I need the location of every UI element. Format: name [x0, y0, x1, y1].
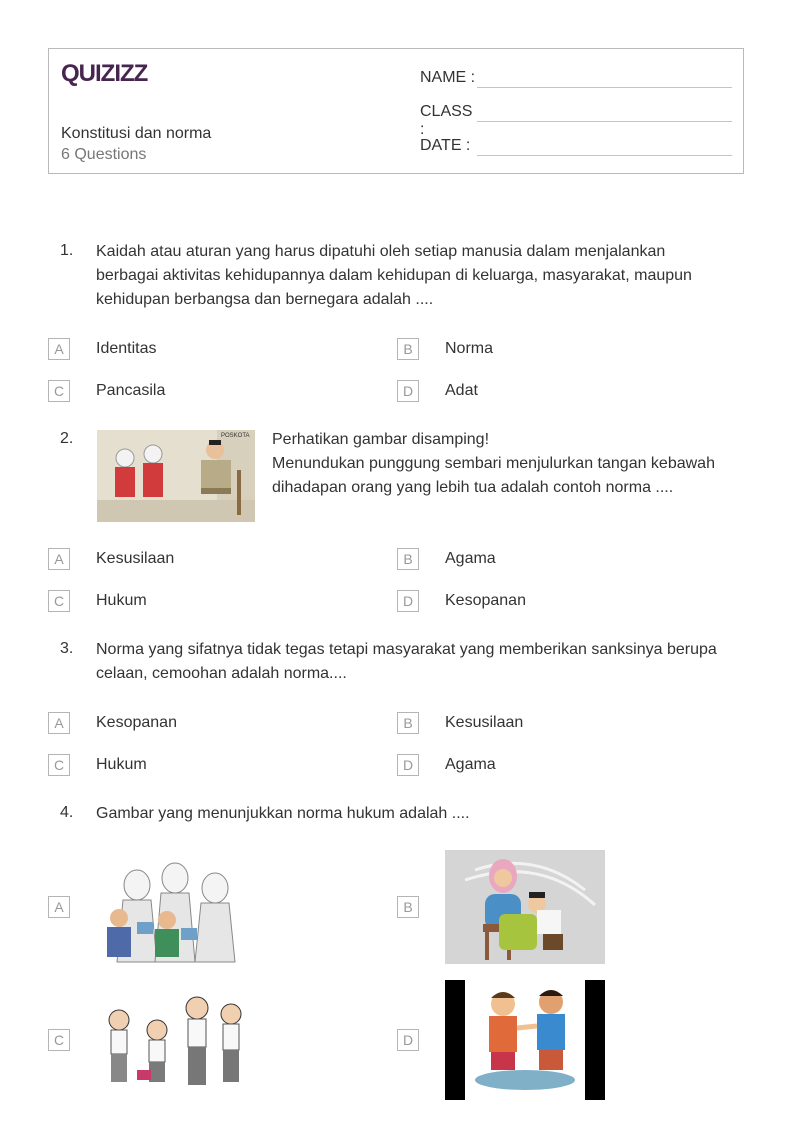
option-letter[interactable]: D [397, 754, 419, 776]
option-letter[interactable]: C [48, 380, 70, 402]
option-letter[interactable]: A [48, 338, 70, 360]
name-line[interactable] [477, 87, 732, 88]
question-text: Kaidah atau aturan yang harus dipatuhi oleh setiap manusia dalam menjalankan berbagai aktivitas kehidupannya dalam kehidupan di keluarga, masyarakat, maupun kehidupan berbangsa dan bernegara adalah .... [96, 243, 692, 308]
option-letter[interactable]: C [48, 754, 70, 776]
name-field[interactable] [420, 69, 476, 87]
option-text[interactable]: Kesopanan [445, 592, 526, 609]
child-greeting-grandmother-image[interactable] [445, 850, 605, 964]
option-letter[interactable]: B [397, 712, 419, 734]
students-bullying-image[interactable] [97, 990, 247, 1100]
option-letter[interactable]: B [397, 896, 419, 918]
option-text[interactable]: Norma [445, 340, 494, 357]
option-text[interactable]: Kesusilaan [445, 714, 524, 731]
class-line[interactable] [477, 121, 732, 122]
question-text: Gambar yang menunjukkan norma hukum adalah .... [96, 805, 470, 822]
date-label: DATE : [420, 137, 471, 154]
option-letter[interactable]: D [397, 380, 419, 402]
option-letter[interactable]: D [397, 590, 419, 612]
class-label: CLASS : [420, 103, 473, 138]
svg-text:POSKOTA: POSKOTA [221, 433, 250, 439]
option-text[interactable]: Pancasila [96, 382, 166, 399]
class-field[interactable] [420, 103, 476, 139]
option-letter[interactable]: D [397, 1029, 419, 1051]
svg-text:QUIZIZZ: QUIZIZZ [61, 60, 148, 87]
option-letter[interactable]: C [48, 590, 70, 612]
option-letter[interactable]: A [48, 712, 70, 734]
question-text: Norma yang sifatnya tidak tegas tetapi masyarakat yang memberikan sanksinya berupa celaan, cemoohan adalah norma.... [96, 641, 717, 682]
question-text: Perhatikan gambar disamping! Menundukan punggung sembari menjulurkan tangan kebawah dihadapan orang yang lebih tua adalah contoh norma .... [272, 431, 715, 496]
option-letter[interactable]: C [48, 1029, 70, 1051]
question-number: 1. [60, 242, 74, 259]
option-letter[interactable]: B [397, 338, 419, 360]
question-number: 2. [60, 430, 74, 447]
worksheet-title: Konstitusi dan norma [61, 125, 212, 142]
option-text[interactable]: Agama [445, 756, 496, 773]
option-letter[interactable]: B [397, 548, 419, 570]
option-text[interactable]: Hukum [96, 592, 147, 609]
option-text[interactable]: Kesusilaan [96, 550, 175, 567]
date-line[interactable] [477, 155, 732, 156]
question-count: 6 Questions [61, 146, 147, 163]
date-field[interactable] [420, 137, 476, 155]
quizizz-logo [61, 59, 153, 87]
question-number: 3. [60, 640, 74, 657]
option-text[interactable]: Identitas [96, 340, 157, 357]
greeting-elder-illustration [97, 430, 255, 522]
option-text[interactable]: Agama [445, 550, 496, 567]
name-label: NAME : [420, 69, 476, 86]
family-reading-quran-image[interactable] [97, 850, 243, 965]
option-text[interactable]: Hukum [96, 756, 147, 773]
children-fighting-image[interactable] [445, 980, 605, 1100]
worksheet-header [48, 48, 744, 174]
question-number: 4. [60, 804, 74, 821]
option-text[interactable]: Kesopanan [96, 714, 177, 731]
option-letter[interactable]: A [48, 548, 70, 570]
option-text[interactable]: Adat [445, 382, 478, 399]
option-letter[interactable]: A [48, 896, 70, 918]
